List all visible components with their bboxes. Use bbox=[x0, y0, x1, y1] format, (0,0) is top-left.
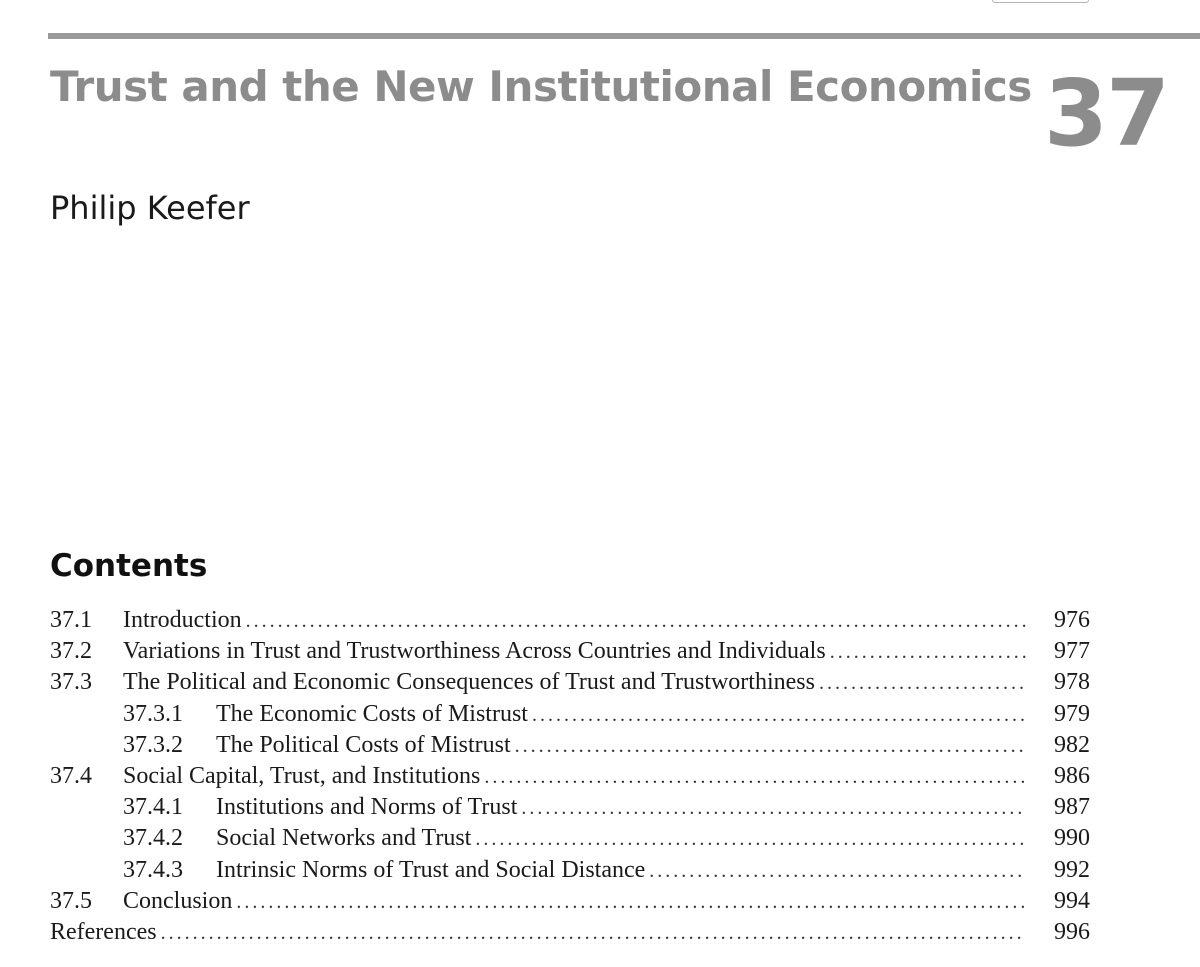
toc-entry[interactable] bbox=[50, 699, 1090, 730]
toc-entry[interactable] bbox=[50, 886, 1090, 917]
toc-entry[interactable] bbox=[50, 667, 1090, 698]
chapter-number: 37 bbox=[1043, 60, 1168, 167]
page-tab-marker bbox=[992, 0, 1089, 3]
toc-entry[interactable] bbox=[50, 823, 1090, 854]
toc-dot-leader bbox=[475, 824, 1026, 855]
toc-entry[interactable] bbox=[50, 636, 1090, 667]
toc-entry-number: 37.4.2 bbox=[123, 825, 183, 852]
toc-dot-leader bbox=[236, 887, 1026, 918]
toc-dot-leader bbox=[649, 856, 1026, 887]
toc-entry-title: Intrinsic Norms of Trust and Social Distance bbox=[216, 856, 646, 883]
toc-entry[interactable] bbox=[50, 761, 1090, 792]
toc-entry-title: Social Capital, Trust, and Institutions bbox=[123, 762, 481, 789]
toc-entry-title: Social Networks and Trust bbox=[216, 825, 472, 852]
toc-entry-number: 37.1 bbox=[50, 607, 92, 633]
toc-dot-leader bbox=[819, 668, 1026, 699]
toc-entry-page: 982 bbox=[1054, 731, 1090, 758]
toc-dot-leader bbox=[161, 918, 1026, 949]
toc-entry-title: References bbox=[50, 918, 157, 945]
toc-entry-page: 978 bbox=[1054, 669, 1090, 696]
toc-entry[interactable] bbox=[50, 792, 1090, 823]
toc-entry[interactable] bbox=[50, 730, 1090, 761]
toc-entry-title: The Political Costs of Mistrust bbox=[216, 731, 511, 758]
toc-entry-page: 977 bbox=[1054, 638, 1090, 665]
toc-entry-page: 979 bbox=[1054, 700, 1090, 727]
toc-entry[interactable] bbox=[50, 605, 1090, 636]
toc-entry-page: 987 bbox=[1054, 794, 1090, 821]
toc-entry-page: 976 bbox=[1054, 607, 1090, 633]
contents-heading: Contents bbox=[50, 548, 208, 584]
toc-entry-number: 37.4 bbox=[50, 762, 92, 789]
toc-entry-page: 996 bbox=[1054, 918, 1090, 945]
toc-dot-leader bbox=[830, 637, 1026, 668]
toc-entry-title: The Economic Costs of Mistrust bbox=[216, 700, 528, 727]
toc-entry-title: Introduction bbox=[123, 607, 242, 633]
author-name: Philip Keefer bbox=[50, 189, 250, 227]
toc-entry-page: 986 bbox=[1054, 762, 1090, 789]
toc-dot-leader bbox=[521, 793, 1026, 824]
toc-dot-leader bbox=[484, 762, 1026, 793]
toc-dot-leader bbox=[515, 731, 1026, 762]
toc-entry-title: Institutions and Norms of Trust bbox=[216, 794, 518, 821]
toc-dot-leader bbox=[532, 700, 1026, 731]
toc-dot-leader bbox=[246, 606, 1026, 637]
toc-entry-title: Conclusion bbox=[123, 887, 233, 914]
toc-entry-page: 990 bbox=[1054, 825, 1090, 852]
toc-entry-number: 37.3.2 bbox=[123, 731, 183, 758]
toc-entry-number: 37.4.1 bbox=[123, 794, 183, 821]
toc-entry-number: 37.2 bbox=[50, 638, 92, 665]
toc-entry-number: 37.5 bbox=[50, 887, 92, 914]
toc-entry-number: 37.3.1 bbox=[123, 700, 183, 727]
toc-entry[interactable] bbox=[50, 855, 1090, 886]
toc-entry[interactable] bbox=[50, 917, 1090, 948]
toc-entry-title: Variations in Trust and Trustworthiness Across Countries and Individuals bbox=[123, 638, 826, 665]
toc-entry-title: The Political and Economic Consequences of Trust and Trustworthiness bbox=[123, 669, 815, 696]
toc-entry-page: 994 bbox=[1054, 887, 1090, 914]
toc-entry-number: 37.3 bbox=[50, 669, 92, 696]
chapter-title: Trust and the New Institutional Economics bbox=[50, 62, 1032, 111]
toc-entry-number: 37.4.3 bbox=[123, 856, 183, 883]
toc-entry-page: 992 bbox=[1054, 856, 1090, 883]
table-of-contents bbox=[50, 605, 1090, 948]
header-rule bbox=[48, 33, 1200, 39]
